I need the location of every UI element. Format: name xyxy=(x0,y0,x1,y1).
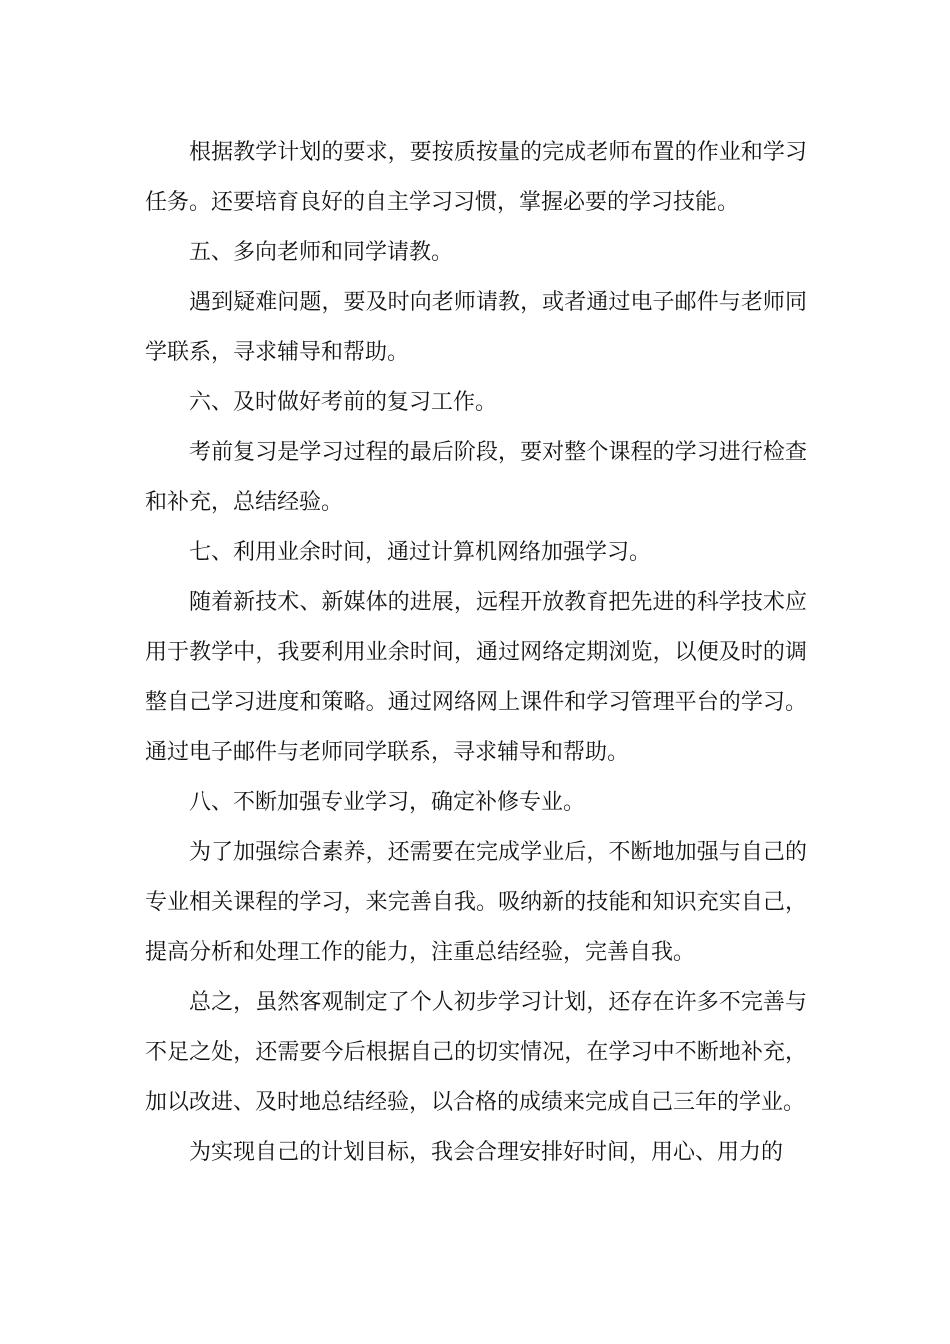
heading-eight-professional-study: 八、不断加强专业学习，确定补修专业。 xyxy=(189,790,586,815)
heading-seven-network-learning: 七、利用业余时间，通过计算机网络加强学习。 xyxy=(189,540,652,565)
heading-six-exam-review: 六、及时做好考前的复习工作。 xyxy=(189,390,498,415)
heading-five-consult-teachers: 五、多向老师和同学请教。 xyxy=(189,240,454,265)
paragraph-network-learning: 随着新技术、新媒体的进展，远程开放教育把先进的科学技术应用于教学中，我要利用业余时间，通过网络定期浏览，以便及时的调整自己学习进度和策略。通过网络网上课件和学习管理平台的学习。通过电子邮件与老师同学联系，寻求辅导和帮助。 xyxy=(145,590,807,765)
paragraph-goal-continued: 为实现自己的计划目标，我会合理安排好时间，用心、用力的 xyxy=(189,1140,784,1165)
paragraph-professional-study: 为了加强综合素养，还需要在完成学业后，不断地加强与自己的专业相关课程的学习，来完善自我。吸纳新的技能和知识充实自己，提高分析和处理工作的能力，注重总结经验，完善自我。 xyxy=(145,840,807,965)
paragraph-summary: 总之，虽然客观制定了个人初步学习计划，还存在许多不完善与不足之处，还需要今后根据自己的切实情况，在学习中不断地补充，加以改进、及时地总结经验，以合格的成绩来完成自己三年的学业。 xyxy=(145,990,807,1115)
paragraph-ask-for-help: 遇到疑难问题，要及时向老师请教，或者通过电子邮件与老师同学联系，寻求辅导和帮助。 xyxy=(145,290,807,365)
paragraph-study-tasks: 根据教学计划的要求，要按质按量的完成老师布置的作业和学习任务。还要培育良好的自主学习习惯，掌握必要的学习技能。 xyxy=(145,140,807,215)
document-body xyxy=(145,128,807,1178)
paragraph-exam-review: 考前复习是学习过程的最后阶段，要对整个课程的学习进行检查和补充，总结经验。 xyxy=(145,440,807,515)
